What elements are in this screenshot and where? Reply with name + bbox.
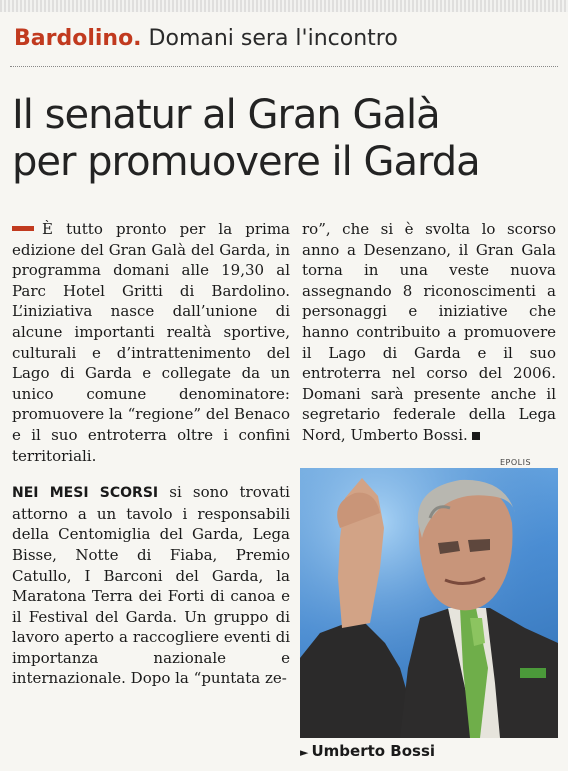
column2-paragraph bbox=[302, 219, 556, 446]
kicker-subtitle: Domani sera l'incontro bbox=[148, 26, 398, 51]
lead-paragraph bbox=[12, 219, 290, 466]
second-paragraph bbox=[12, 482, 290, 689]
paragraph-marker-icon bbox=[12, 226, 34, 231]
photo-credit: EPOLIS bbox=[500, 458, 532, 467]
photo-caption bbox=[300, 742, 435, 760]
speaker-portrait-image bbox=[300, 468, 558, 738]
headline-line-2: per promuovere il Garda bbox=[12, 139, 480, 185]
article-photo bbox=[300, 468, 558, 738]
header-divider bbox=[10, 66, 558, 67]
kicker-location: Bardolino. bbox=[14, 26, 142, 51]
second-lead-in: NEI MESI SCORSI bbox=[12, 485, 159, 502]
page-top-texture bbox=[0, 0, 568, 12]
headline-line-1: Il senatur al Gran Galà bbox=[12, 92, 440, 138]
second-paragraph-text: si sono trovati attorno a un tavolo i responsabili della Centomiglia del Garda, Lega Bisse, Notte di Fiaba, Premio Catullo, I Barconi del Garda, la Maratona Terra dei Forti di canoa e il Festival del Garda. Un gruppo di lavoro aperto a raccogliere eventi di importanza nazionale e internazionale. Dopo la “puntata ze- bbox=[12, 483, 290, 688]
caption-text: Umberto Bossi bbox=[311, 742, 436, 760]
article-headline bbox=[12, 92, 560, 186]
lead-paragraph-text: È tutto pronto per la prima edizione del Gran Galà del Garda, in programma domani alle 19,30 al Parc Hotel Gritti di Bardolino. L’iniziativa nasce dall’unione di alcune importanti realtà sportive, culturali e d’intrattenimento del Lago di Garda e collegate da un unico comune denominatore: promuovere la “regione” del Benaco e il suo entroterra oltre i confini territoriali. bbox=[12, 220, 290, 465]
article-column-2 bbox=[302, 219, 556, 446]
article-column-1 bbox=[12, 219, 290, 689]
end-of-article-icon bbox=[472, 432, 480, 440]
column2-paragraph-text: ro”, che si è svolta lo scorso anno a Desenzano, il Gran Gala torna in una veste nuova assegnando 8 riconoscimenti a personaggi e iniziative che hanno contribuito a promuovere il Lago di Garda e il suo entroterra nel corso del 2006. Domani sarà presente anche il segretario federale della Lega Nord, Umberto Bossi. bbox=[302, 220, 556, 444]
article-kicker bbox=[14, 26, 398, 51]
caption-triangle-icon: ► bbox=[300, 746, 309, 759]
